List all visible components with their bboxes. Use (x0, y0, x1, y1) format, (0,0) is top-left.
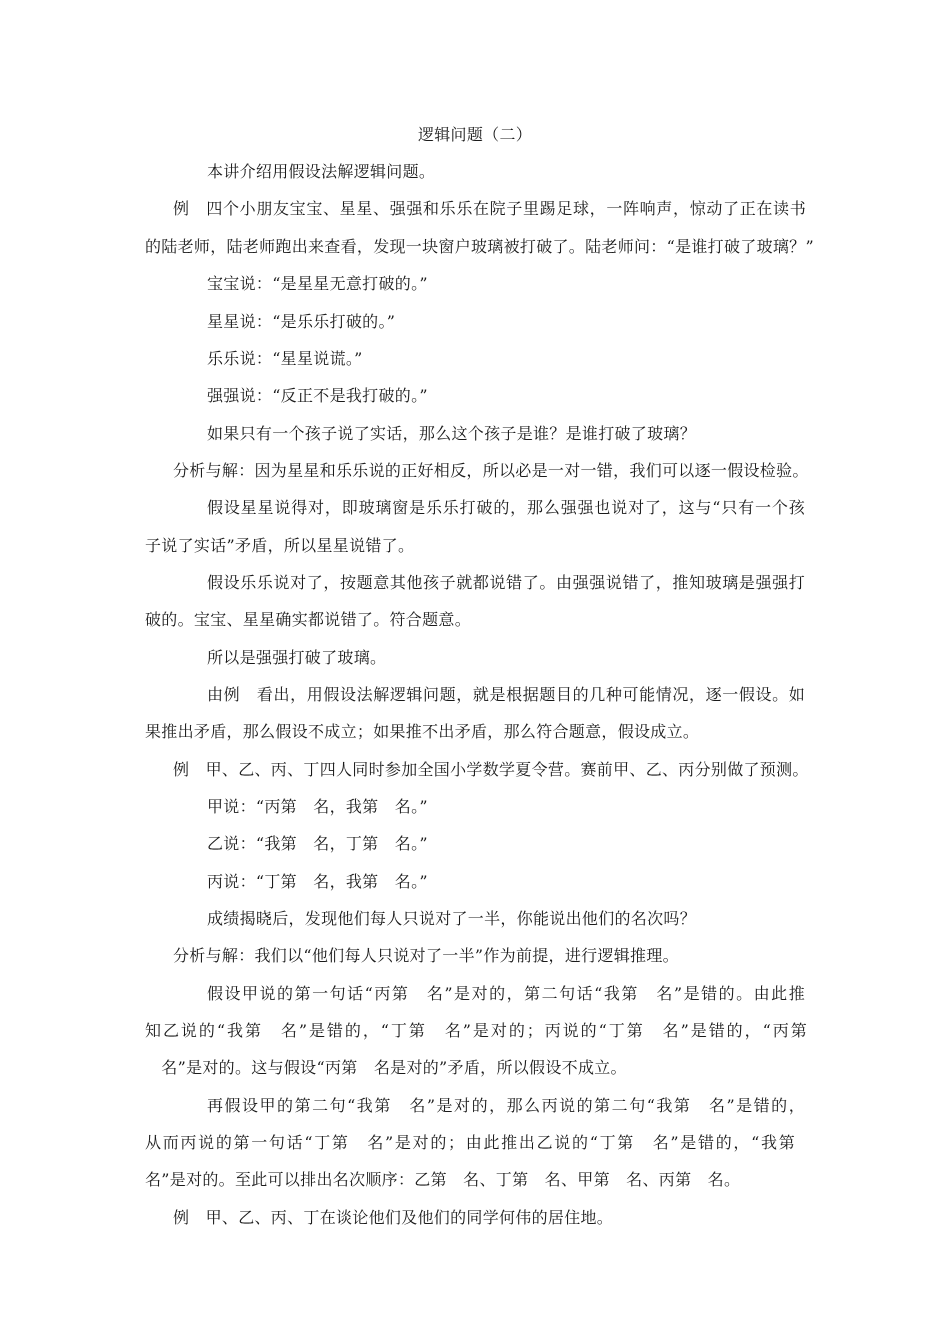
text-line: 名”是对的。至此可以排出名次顺序：乙第 名、丁第 名、甲第 名、丙第 名。 (145, 1170, 741, 1189)
text-line: 丙说：“丁第 名，我第 名。” (207, 872, 428, 891)
text-line: 再假设甲的第二句“我第 名”是对的，那么丙说的第二句“我第 名”是错的， (207, 1096, 805, 1115)
text-line: 破的。宝宝、星星确实都说错了。符合题意。 (145, 610, 472, 629)
text-line: 甲说：“丙第 名，我第 名。” (207, 797, 428, 816)
text-line: 乐乐说：“星星说谎。” (207, 349, 363, 368)
text-line: 果推出矛盾，那么假设不成立；如果推不出矛盾，那么符合题意，假设成立。 (145, 722, 700, 741)
text-line: 知乙说的“我第 名”是错的，“丁第 名”是对的；丙说的“丁第 名”是错的，“丙第 (145, 1021, 807, 1040)
document-title: 逻辑问题（二） (417, 125, 533, 144)
text-line: 从而丙说的第一句话“丁第 名”是对的；由此推出乙说的“丁第 名”是错的，“我第 (145, 1133, 795, 1152)
text-line: 本讲介绍用假设法解逻辑问题。 (207, 162, 436, 181)
text-line: 例 甲、乙、丙、丁在谈论他们及他们的同学何伟的居住地。 (173, 1208, 614, 1227)
text-line: 成绩揭晓后，发现他们每人只说对了一半，你能说出他们的名次吗？ (207, 909, 697, 928)
text-line: 强强说：“反正不是我打破的。” (207, 386, 428, 405)
text-line: 假设星星说得对，即玻璃窗是乐乐打破的，那么强强也说对了，这与“只有一个孩 (207, 498, 805, 517)
text-line: 由例 看出，用假设法解逻辑问题，就是根据题目的几种可能情况，逐一假设。如 (207, 685, 805, 704)
text-line: 假设乐乐说对了，按题意其他孩子就都说错了。由强强说错了，推知玻璃是强强打 (207, 573, 805, 592)
text-line: 星星说：“是乐乐打破的。” (207, 312, 396, 331)
text-line: 所以是强强打破了玻璃。 (207, 648, 387, 667)
text-line: 分析与解：我们以“他们每人只说对了一半”作为前提，进行逻辑推理。 (173, 946, 679, 965)
text-line: 例 甲、乙、丙、丁四人同时参加全国小学数学夏令营。赛前甲、乙、丙分别做了预测。 (173, 760, 809, 779)
text-line: 分析与解：因为星星和乐乐说的正好相反，所以必是一对一错，我们可以逐一假设检验。 (173, 461, 809, 480)
text-line: 例 四个小朋友宝宝、星星、强强和乐乐在院子里踢足球，一阵响声，惊动了正在读书 (173, 199, 806, 218)
text-line: 乙说：“我第 名，丁第 名。” (207, 834, 428, 853)
text-line: 如果只有一个孩子说了实话，那么这个孩子是谁？是谁打破了玻璃？ (207, 424, 697, 443)
text-line: 名”是对的。这与假设“丙第 名是对的”矛盾，所以假设不成立。 (145, 1058, 627, 1077)
text-line: 宝宝说：“是星星无意打破的。” (207, 274, 428, 293)
text-line: 子说了实话”矛盾，所以星星说错了。 (145, 536, 415, 555)
text-line: 的陆老师，陆老师跑出来查看，发现一块窗户玻璃被打破了。陆老师问：“是谁打破了玻璃？” (145, 237, 814, 256)
text-line: 假设甲说的第一句话“丙第 名”是对的，第二句话“我第 名”是错的。由此推 (207, 984, 805, 1003)
